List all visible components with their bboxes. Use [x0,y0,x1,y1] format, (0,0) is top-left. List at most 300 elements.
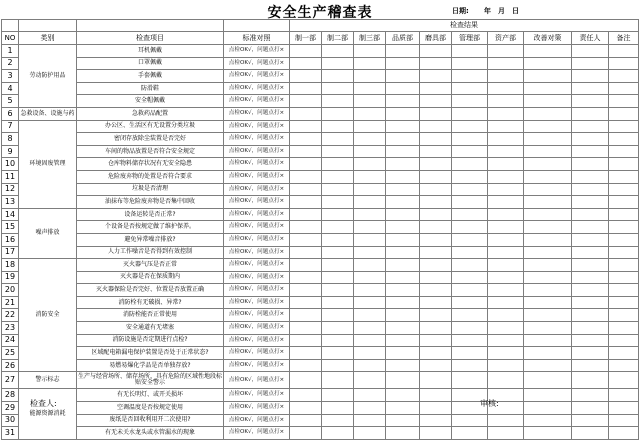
result-cell[interactable] [452,334,488,347]
result-cell[interactable] [290,95,322,108]
result-cell[interactable] [290,372,322,389]
result-cell[interactable] [420,170,452,183]
result-cell[interactable] [420,208,452,221]
result-cell[interactable] [488,296,524,309]
remark-cell[interactable] [609,95,639,108]
countermeasure-cell[interactable] [524,183,572,196]
remark-cell[interactable] [609,334,639,347]
result-cell[interactable] [386,246,420,259]
remark-cell[interactable] [609,57,639,70]
remark-cell[interactable] [609,133,639,146]
result-cell[interactable] [290,45,322,58]
result-cell[interactable] [290,183,322,196]
result-cell[interactable] [386,296,420,309]
result-cell[interactable] [488,246,524,259]
result-cell[interactable] [290,309,322,322]
result-cell[interactable] [386,334,420,347]
result-cell[interactable] [452,196,488,209]
result-cell[interactable] [452,347,488,360]
result-cell[interactable] [322,158,354,171]
countermeasure-cell[interactable] [524,221,572,234]
result-cell[interactable] [420,271,452,284]
result-cell[interactable] [322,359,354,372]
result-cell[interactable] [420,359,452,372]
remark-cell[interactable] [609,296,639,309]
remark-cell[interactable] [609,45,639,58]
result-cell[interactable] [488,45,524,58]
result-cell[interactable] [386,347,420,360]
result-cell[interactable] [488,221,524,234]
result-cell[interactable] [452,233,488,246]
result-cell[interactable] [290,208,322,221]
result-cell[interactable] [420,120,452,133]
countermeasure-cell[interactable] [524,70,572,83]
result-cell[interactable] [452,208,488,221]
result-cell[interactable] [420,309,452,322]
remark-cell[interactable] [609,82,639,95]
result-cell[interactable] [420,145,452,158]
result-cell[interactable] [354,296,386,309]
countermeasure-cell[interactable] [524,170,572,183]
responsible-cell[interactable] [572,322,609,335]
result-cell[interactable] [322,322,354,335]
result-cell[interactable] [452,107,488,120]
countermeasure-cell[interactable] [524,372,572,389]
remark-cell[interactable] [609,389,639,402]
responsible-cell[interactable] [572,221,609,234]
responsible-cell[interactable] [572,309,609,322]
result-cell[interactable] [354,322,386,335]
result-cell[interactable] [290,145,322,158]
result-cell[interactable] [488,183,524,196]
countermeasure-cell[interactable] [524,427,572,440]
result-cell[interactable] [354,233,386,246]
result-cell[interactable] [488,427,524,440]
result-cell[interactable] [290,296,322,309]
result-cell[interactable] [452,372,488,389]
result-cell[interactable] [354,170,386,183]
result-cell[interactable] [420,296,452,309]
result-cell[interactable] [488,107,524,120]
result-cell[interactable] [322,427,354,440]
result-cell[interactable] [322,402,354,415]
result-cell[interactable] [420,334,452,347]
responsible-cell[interactable] [572,45,609,58]
result-cell[interactable] [452,45,488,58]
responsible-cell[interactable] [572,427,609,440]
responsible-cell[interactable] [572,334,609,347]
result-cell[interactable] [354,427,386,440]
result-cell[interactable] [322,70,354,83]
responsible-cell[interactable] [572,246,609,259]
result-cell[interactable] [452,183,488,196]
countermeasure-cell[interactable] [524,347,572,360]
countermeasure-cell[interactable] [524,246,572,259]
result-cell[interactable] [354,259,386,272]
countermeasure-cell[interactable] [524,133,572,146]
remark-cell[interactable] [609,196,639,209]
responsible-cell[interactable] [572,359,609,372]
responsible-cell[interactable] [572,120,609,133]
responsible-cell[interactable] [572,107,609,120]
remark-cell[interactable] [609,120,639,133]
result-cell[interactable] [354,402,386,415]
result-cell[interactable] [488,271,524,284]
responsible-cell[interactable] [572,259,609,272]
result-cell[interactable] [354,414,386,427]
countermeasure-cell[interactable] [524,296,572,309]
remark-cell[interactable] [609,246,639,259]
result-cell[interactable] [290,284,322,297]
countermeasure-cell[interactable] [524,284,572,297]
remark-cell[interactable] [609,107,639,120]
result-cell[interactable] [386,95,420,108]
countermeasure-cell[interactable] [524,57,572,70]
result-cell[interactable] [290,133,322,146]
remark-cell[interactable] [609,322,639,335]
result-cell[interactable] [290,82,322,95]
result-cell[interactable] [452,170,488,183]
remark-cell[interactable] [609,402,639,415]
result-cell[interactable] [322,296,354,309]
responsible-cell[interactable] [572,347,609,360]
result-cell[interactable] [420,196,452,209]
result-cell[interactable] [386,284,420,297]
result-cell[interactable] [386,133,420,146]
remark-cell[interactable] [609,359,639,372]
result-cell[interactable] [420,389,452,402]
remark-cell[interactable] [609,145,639,158]
result-cell[interactable] [488,309,524,322]
result-cell[interactable] [290,170,322,183]
remark-cell[interactable] [609,233,639,246]
remark-cell[interactable] [609,414,639,427]
result-cell[interactable] [322,221,354,234]
result-cell[interactable] [354,82,386,95]
result-cell[interactable] [420,95,452,108]
responsible-cell[interactable] [572,389,609,402]
countermeasure-cell[interactable] [524,334,572,347]
result-cell[interactable] [420,221,452,234]
result-cell[interactable] [354,133,386,146]
result-cell[interactable] [290,70,322,83]
remark-cell[interactable] [609,221,639,234]
result-cell[interactable] [354,221,386,234]
result-cell[interactable] [420,45,452,58]
result-cell[interactable] [420,402,452,415]
result-cell[interactable] [488,284,524,297]
result-cell[interactable] [386,183,420,196]
result-cell[interactable] [452,120,488,133]
result-cell[interactable] [386,221,420,234]
result-cell[interactable] [322,82,354,95]
result-cell[interactable] [354,372,386,389]
result-cell[interactable] [386,107,420,120]
result-cell[interactable] [488,120,524,133]
result-cell[interactable] [488,322,524,335]
result-cell[interactable] [420,259,452,272]
result-cell[interactable] [420,414,452,427]
result-cell[interactable] [386,120,420,133]
remark-cell[interactable] [609,183,639,196]
result-cell[interactable] [354,95,386,108]
result-cell[interactable] [452,221,488,234]
result-cell[interactable] [386,372,420,389]
responsible-cell[interactable] [572,145,609,158]
result-cell[interactable] [322,347,354,360]
responsible-cell[interactable] [572,414,609,427]
result-cell[interactable] [354,145,386,158]
result-cell[interactable] [322,284,354,297]
countermeasure-cell[interactable] [524,259,572,272]
result-cell[interactable] [354,107,386,120]
result-cell[interactable] [488,233,524,246]
responsible-cell[interactable] [572,296,609,309]
result-cell[interactable] [354,389,386,402]
result-cell[interactable] [322,57,354,70]
result-cell[interactable] [488,145,524,158]
result-cell[interactable] [290,359,322,372]
result-cell[interactable] [488,70,524,83]
result-cell[interactable] [290,259,322,272]
result-cell[interactable] [488,359,524,372]
result-cell[interactable] [322,120,354,133]
result-cell[interactable] [322,170,354,183]
responsible-cell[interactable] [572,271,609,284]
result-cell[interactable] [322,196,354,209]
result-cell[interactable] [452,259,488,272]
result-cell[interactable] [386,259,420,272]
result-cell[interactable] [354,45,386,58]
result-cell[interactable] [452,284,488,297]
result-cell[interactable] [488,334,524,347]
result-cell[interactable] [290,221,322,234]
result-cell[interactable] [452,145,488,158]
result-cell[interactable] [322,334,354,347]
result-cell[interactable] [386,145,420,158]
result-cell[interactable] [420,372,452,389]
responsible-cell[interactable] [572,82,609,95]
result-cell[interactable] [290,347,322,360]
result-cell[interactable] [290,57,322,70]
result-cell[interactable] [322,183,354,196]
result-cell[interactable] [420,107,452,120]
responsible-cell[interactable] [572,183,609,196]
responsible-cell[interactable] [572,233,609,246]
result-cell[interactable] [386,322,420,335]
countermeasure-cell[interactable] [524,309,572,322]
result-cell[interactable] [420,427,452,440]
result-cell[interactable] [452,309,488,322]
responsible-cell[interactable] [572,57,609,70]
countermeasure-cell[interactable] [524,233,572,246]
result-cell[interactable] [290,246,322,259]
countermeasure-cell[interactable] [524,95,572,108]
result-cell[interactable] [322,145,354,158]
result-cell[interactable] [322,414,354,427]
responsible-cell[interactable] [572,95,609,108]
result-cell[interactable] [452,414,488,427]
remark-cell[interactable] [609,347,639,360]
result-cell[interactable] [354,347,386,360]
responsible-cell[interactable] [572,372,609,389]
countermeasure-cell[interactable] [524,107,572,120]
countermeasure-cell[interactable] [524,158,572,171]
countermeasure-cell[interactable] [524,145,572,158]
remark-cell[interactable] [609,170,639,183]
result-cell[interactable] [322,233,354,246]
result-cell[interactable] [322,95,354,108]
responsible-cell[interactable] [572,133,609,146]
result-cell[interactable] [488,259,524,272]
countermeasure-cell[interactable] [524,196,572,209]
result-cell[interactable] [420,133,452,146]
result-cell[interactable] [354,208,386,221]
result-cell[interactable] [452,95,488,108]
result-cell[interactable] [386,208,420,221]
result-cell[interactable] [420,57,452,70]
result-cell[interactable] [420,70,452,83]
result-cell[interactable] [322,259,354,272]
result-cell[interactable] [322,372,354,389]
result-cell[interactable] [386,271,420,284]
result-cell[interactable] [420,347,452,360]
countermeasure-cell[interactable] [524,389,572,402]
remark-cell[interactable] [609,259,639,272]
responsible-cell[interactable] [572,284,609,297]
result-cell[interactable] [386,427,420,440]
result-cell[interactable] [488,158,524,171]
remark-cell[interactable] [609,427,639,440]
result-cell[interactable] [420,158,452,171]
result-cell[interactable] [452,271,488,284]
result-cell[interactable] [452,57,488,70]
result-cell[interactable] [452,427,488,440]
responsible-cell[interactable] [572,70,609,83]
result-cell[interactable] [420,246,452,259]
result-cell[interactable] [354,158,386,171]
result-cell[interactable] [290,402,322,415]
result-cell[interactable] [386,233,420,246]
remark-cell[interactable] [609,284,639,297]
countermeasure-cell[interactable] [524,359,572,372]
result-cell[interactable] [290,107,322,120]
result-cell[interactable] [290,120,322,133]
result-cell[interactable] [290,158,322,171]
result-cell[interactable] [354,284,386,297]
result-cell[interactable] [386,45,420,58]
result-cell[interactable] [488,57,524,70]
result-cell[interactable] [452,296,488,309]
result-cell[interactable] [354,57,386,70]
result-cell[interactable] [452,158,488,171]
result-cell[interactable] [322,45,354,58]
countermeasure-cell[interactable] [524,271,572,284]
remark-cell[interactable] [609,70,639,83]
result-cell[interactable] [488,414,524,427]
result-cell[interactable] [452,322,488,335]
result-cell[interactable] [488,208,524,221]
result-cell[interactable] [290,196,322,209]
countermeasure-cell[interactable] [524,322,572,335]
result-cell[interactable] [452,359,488,372]
result-cell[interactable] [488,196,524,209]
result-cell[interactable] [354,183,386,196]
result-cell[interactable] [452,82,488,95]
result-cell[interactable] [322,389,354,402]
result-cell[interactable] [420,82,452,95]
result-cell[interactable] [322,309,354,322]
result-cell[interactable] [420,233,452,246]
responsible-cell[interactable] [572,196,609,209]
result-cell[interactable] [452,133,488,146]
remark-cell[interactable] [609,309,639,322]
result-cell[interactable] [420,183,452,196]
countermeasure-cell[interactable] [524,120,572,133]
result-cell[interactable] [322,271,354,284]
result-cell[interactable] [354,196,386,209]
result-cell[interactable] [322,107,354,120]
result-cell[interactable] [420,284,452,297]
countermeasure-cell[interactable] [524,82,572,95]
remark-cell[interactable] [609,208,639,221]
countermeasure-cell[interactable] [524,414,572,427]
result-cell[interactable] [322,208,354,221]
result-cell[interactable] [322,133,354,146]
result-cell[interactable] [354,334,386,347]
responsible-cell[interactable] [572,402,609,415]
result-cell[interactable] [386,359,420,372]
result-cell[interactable] [386,309,420,322]
result-cell[interactable] [290,233,322,246]
remark-cell[interactable] [609,158,639,171]
result-cell[interactable] [290,389,322,402]
responsible-cell[interactable] [572,158,609,171]
result-cell[interactable] [386,158,420,171]
result-cell[interactable] [290,271,322,284]
result-cell[interactable] [452,70,488,83]
result-cell[interactable] [488,347,524,360]
countermeasure-cell[interactable] [524,402,572,415]
result-cell[interactable] [354,70,386,83]
countermeasure-cell[interactable] [524,208,572,221]
result-cell[interactable] [386,82,420,95]
result-cell[interactable] [488,95,524,108]
result-cell[interactable] [322,246,354,259]
result-cell[interactable] [488,372,524,389]
result-cell[interactable] [354,120,386,133]
result-cell[interactable] [386,414,420,427]
remark-cell[interactable] [609,372,639,389]
result-cell[interactable] [386,402,420,415]
responsible-cell[interactable] [572,170,609,183]
result-cell[interactable] [452,246,488,259]
result-cell[interactable] [354,359,386,372]
countermeasure-cell[interactable] [524,45,572,58]
result-cell[interactable] [354,271,386,284]
result-cell[interactable] [290,334,322,347]
result-cell[interactable] [386,70,420,83]
result-cell[interactable] [290,322,322,335]
result-cell[interactable] [386,196,420,209]
result-cell[interactable] [386,389,420,402]
result-cell[interactable] [290,414,322,427]
result-cell[interactable] [354,309,386,322]
responsible-cell[interactable] [572,208,609,221]
result-cell[interactable] [420,322,452,335]
result-cell[interactable] [386,57,420,70]
result-cell[interactable] [386,170,420,183]
